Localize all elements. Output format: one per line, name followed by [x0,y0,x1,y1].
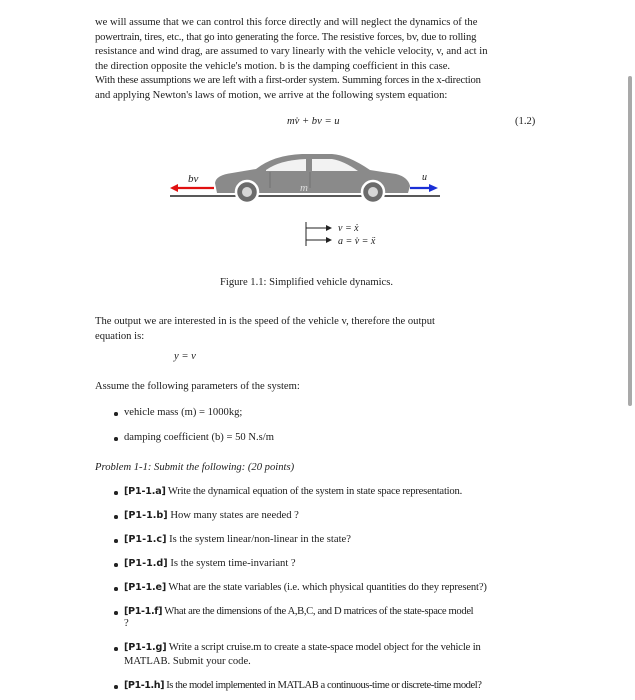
question-f [124,605,473,620]
intro-line-1: we will assume that we can control this force directly and will neglect the dynamics of the [95,17,478,28]
bullet-icon [114,437,118,441]
intro-line-6: and applying Newton's laws of motion, we arrive at the following system equation: [95,90,448,101]
equation-number: (1.2) [515,116,536,127]
acceleration-relation: a = v̇ = ẍ [338,236,376,247]
velocity-relation: v = ẋ [338,223,359,234]
question-d [124,557,296,572]
question-f-cont: ? [124,618,129,629]
input-force-label: u [422,172,427,183]
question-g [124,641,481,656]
question-c-text: Is the system linear/non-linear in the state? [169,534,351,545]
params-intro: Assume the following parameters of the system: [95,381,300,392]
question-c [124,533,351,548]
question-b-text: How many states are needed ? [170,510,299,521]
question-e-text: What are the state variables (i.e. which physical quantities do they represent?) [168,582,487,593]
param-damping: damping coefficient (b) = 50 N.s/m [124,432,274,443]
intro-line-3: resistance and wind drag, are assumed to vary linearly with the vehicle velocity, v, and act in [95,46,488,58]
output-equation: y = v [174,351,196,362]
question-b [124,509,299,524]
question-d-text: Is the system time-invariant ? [170,558,296,569]
question-c-tag: [P1-1.c] [124,534,167,545]
param-mass: vehicle mass (m) = 1000kg; [124,407,243,418]
question-f-tag: [P1-1.f] [124,606,163,617]
bullet-icon [114,412,118,416]
question-g-text: Write a script cruise.m to create a state-space model object for the vehicle in [168,642,481,653]
question-g-tag: [P1-1.g] [124,642,167,653]
system-equation: mv̇ + bv = u [287,116,340,127]
question-h-text: Is the model implemented in MATLAB a continuous-time or discrete-time model? [166,680,482,691]
question-h-tag: [P1-1.h] [124,680,165,691]
bullet-icon [114,611,118,615]
bullet-icon [114,491,118,495]
question-f-text: What are the dimensions of the A,B,C, and D matrices of the state-space model [164,606,474,617]
bullet-icon [114,647,118,651]
question-a [124,485,462,500]
question-g-cont: MATLAB. Submit your code. [124,656,251,667]
bullet-icon [114,539,118,543]
bullet-icon [114,587,118,591]
car-pillar [306,158,312,172]
figure-caption: Figure 1.1: Simplified vehicle dynamics. [220,277,394,288]
bullet-icon [114,685,118,689]
question-a-tag: [P1-1.a] [124,486,166,497]
question-e-tag: [P1-1.e] [124,582,167,593]
question-e [124,581,487,596]
question-d-tag: [P1-1.d] [124,558,168,569]
question-h [124,679,482,694]
question-a-text: Write the dynamical equation of the system in state space representation. [167,486,463,497]
vehicle-dynamics-figure [170,140,460,260]
problem-title: Problem 1-1: Submit the following: (20 points) [95,462,295,473]
output-line-1: The output we are interested in is the speed of the vehicle v, therefore the output [95,316,435,327]
intro-line-4: the direction opposite the vehicle's motion. b is the damping coefficient in this case. [95,60,451,72]
vertical-scrollbar[interactable] [628,76,632,406]
intro-line-5: With these assumptions we are left with a first-order system. Summing forces in the x-direction [95,75,481,87]
output-line-2: equation is: [95,330,145,342]
question-b-tag: [P1-1.b] [124,510,168,521]
bullet-icon [114,563,118,567]
damping-force-label: bv [188,173,199,185]
bullet-icon [114,515,118,519]
intro-line-2: powertrain, tires, etc., that go into generating the force. The resistive forces, bv, due to rolling [95,31,477,43]
mass-label: m [300,182,308,194]
